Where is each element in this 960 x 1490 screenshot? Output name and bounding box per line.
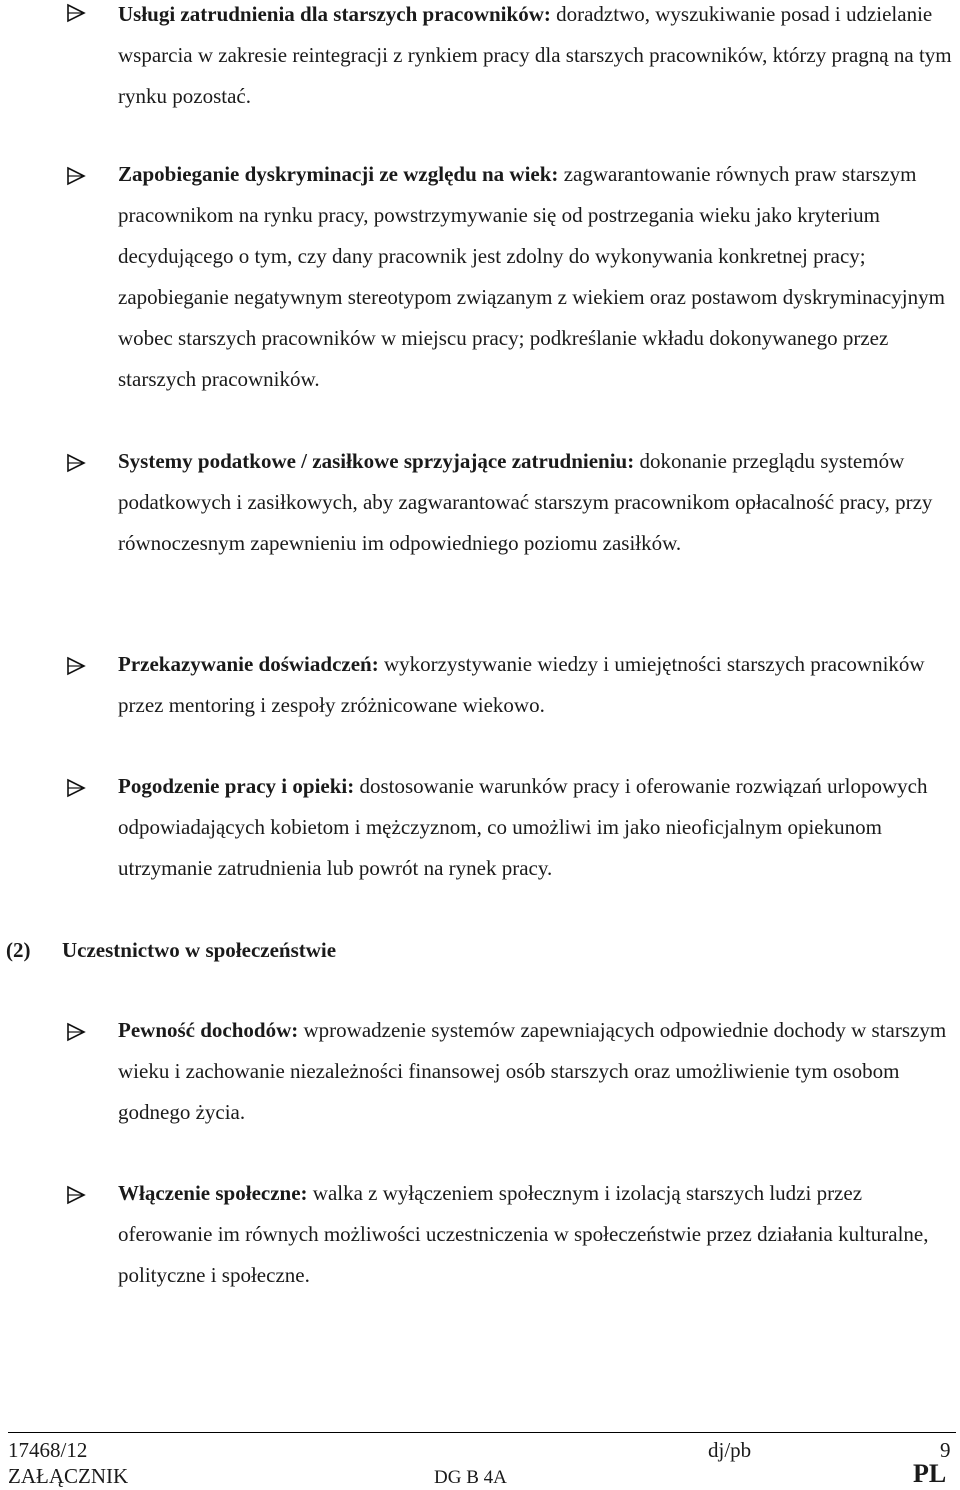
arrowhead-bullet-icon xyxy=(66,778,86,798)
section-number: (2) xyxy=(6,938,31,962)
arrowhead-bullet-icon xyxy=(66,3,86,23)
arrowhead-bullet-icon xyxy=(66,656,86,676)
bullet-text xyxy=(118,766,956,889)
footer-lang: PL xyxy=(913,1459,947,1488)
arrowhead-bullet-icon xyxy=(66,1022,86,1042)
bullet-text xyxy=(118,0,956,117)
arrowhead-bullet-icon xyxy=(66,453,86,473)
section-title: Uczestnictwo w społeczeństwie xyxy=(62,938,337,962)
footer-initials: dj/pb xyxy=(708,1438,752,1462)
footer-dg: DG B 4A xyxy=(434,1467,507,1488)
bullet-term: Pewność dochodów: xyxy=(118,1018,299,1042)
footer-annex: ZAŁĄCZNIK xyxy=(8,1464,129,1488)
bullet-body: walka z wyłączeniem społecznym i izolacją starszych ludzi przez oferowanie im równych możliwości uczestniczenia w społeczeństwie przez działania kulturalne, polityczne i społeczne. xyxy=(118,1181,929,1287)
bullet-body: dostosowanie warunków pracy i oferowanie rozwiązań urlopowych odpowiadających kobietom i mężczyznom, co umożliwi im jako nieoficjalnym opiekunom utrzymanie zatrudnienia lub powrót na rynek pracy. xyxy=(118,774,928,880)
bullet-term: Włączenie społeczne: xyxy=(118,1181,308,1205)
bullet-term: Systemy podatkowe / zasiłkowe sprzyjające zatrudnieniu: xyxy=(118,449,635,473)
bullet-body: dokonanie przeglądu systemów podatkowych i zasiłkowych, aby zagwarantować starszym pracownikom opłacalność pracy, przy równoczesnym zapewnieniu im odpowiedniego poziomu zasiłków. xyxy=(118,449,933,555)
footer-rule xyxy=(8,1432,956,1433)
bullet-term: Zapobieganie dyskryminacji ze względu na wiek: xyxy=(118,162,559,186)
bullet-term: Przekazywanie doświadczeń: xyxy=(118,652,379,676)
bullet-text xyxy=(118,644,956,726)
bullet-text xyxy=(118,1173,956,1296)
bullet-term: Usługi zatrudnienia dla starszych pracowników: xyxy=(118,2,551,26)
bullet-body: doradztwo, wyszukiwanie posad i udzielanie wsparcia w zakresie reintegracji z rynkiem pracy dla starszych pracowników, którzy pragną na tym rynku pozostać. xyxy=(118,2,952,108)
bullet-text xyxy=(118,154,956,400)
footer-page-number: 9 xyxy=(940,1438,951,1462)
footer-doc-number: 17468/12 xyxy=(8,1438,88,1462)
bullet-term: Pogodzenie pracy i opieki: xyxy=(118,774,355,798)
bullet-text xyxy=(118,441,956,564)
arrowhead-bullet-icon xyxy=(66,1185,86,1205)
bullet-body: wykorzystywanie wiedzy i umiejętności starszych pracowników przez mentoring i zespoły zróżnicowane wiekowo. xyxy=(118,652,925,717)
bullet-text xyxy=(118,1010,956,1133)
bullet-body: wprowadzenie systemów zapewniających odpowiednie dochody w starszym wieku i zachowanie niezależności finansowej osób starszych oraz umożliwienie tym osobom godnego życia. xyxy=(118,1018,947,1124)
arrowhead-bullet-icon xyxy=(66,166,86,186)
bullet-body: zagwarantowanie równych praw starszym pracownikom na rynku pracy, powstrzymywanie się od postrzegania wieku jako kryterium decydującego o tym, czy dany pracownik jest zdolny do wykonywania konkretnej pracy; zapobieganie negatywnym stereotypom związanym z wiekiem oraz postawom dyskryminacyjnym wobec starszych pracowników w miejscu pracy; podkreślanie wkładu dokonywanego przez starszych pracowników. xyxy=(118,162,945,391)
